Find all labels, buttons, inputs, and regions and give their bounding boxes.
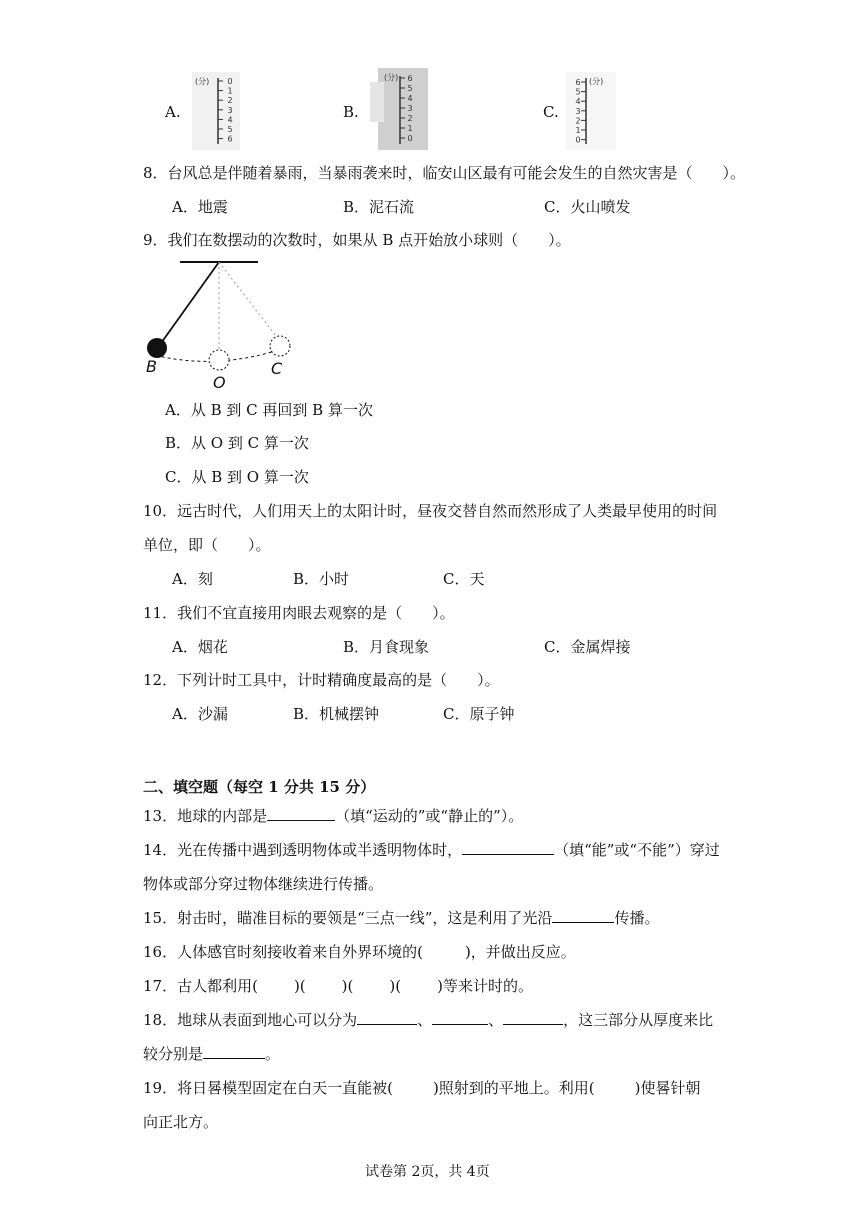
q15-line [143, 908, 659, 928]
q18-blank-3[interactable] [503, 1010, 563, 1025]
pendulum-diagram [140, 254, 300, 394]
q15-text-b: 传播。 [614, 909, 660, 927]
ruler-tick-label: 0 [575, 135, 581, 145]
q17-text-b: )等来计时的。 [437, 977, 533, 995]
pendulum-string [159, 262, 219, 346]
q19-line1 [143, 1078, 701, 1098]
q9-option-c: C．从 B 到 O 算一次 [165, 468, 309, 486]
ruler-tick-label: 1 [575, 126, 581, 135]
ruler-tick-label: 6 [575, 78, 581, 87]
ruler-tick-label: 2 [227, 96, 233, 106]
ruler-tick-label: 3 [227, 105, 233, 115]
ruler-tick-label: 5 [227, 125, 233, 134]
ruler-tick-label: 3 [407, 104, 413, 113]
q12-stem: 12．下列计时工具中，计时精确度最高的是（ ）。 [143, 671, 500, 689]
ruler-tick-label: 6 [227, 134, 233, 144]
q10-line2: 单位，即（ ）。 [143, 536, 271, 554]
q11-stem: 11．我们不宜直接用肉眼去观察的是（ ）。 [143, 604, 455, 622]
ruler-tick-label: 3 [575, 106, 581, 116]
q13-line [143, 806, 523, 826]
q18-blank-2[interactable] [432, 1010, 488, 1025]
q18-text-c: 较分别是 [143, 1045, 204, 1063]
q9-option-a: A．从 B 到 C 再回到 B 算一次 [165, 401, 373, 419]
q9-option-b: B．从 O 到 C 算一次 [165, 434, 309, 452]
q13-text-a: 13．地球的内部是 [143, 807, 268, 825]
q7-ruler-c [566, 72, 616, 150]
q12-option-a: A．沙漏 [172, 705, 228, 723]
q18-blank-4[interactable] [203, 1044, 265, 1059]
q11-option-b: B．月食现象 [343, 638, 430, 656]
ball-position-o [209, 350, 229, 370]
pendulum-string-c [219, 262, 279, 340]
q13-text-b: （填“运动的”或“静止的”）。 [335, 807, 524, 825]
q13-blank[interactable] [267, 806, 335, 821]
q18-text-d: 。 [265, 1045, 281, 1063]
q14-text-a: 14．光在传播中遇到透明物体或半透明物体时， [143, 841, 463, 859]
q10-option-a: A．刻 [172, 570, 213, 588]
q7-option-b-letter: B. [343, 103, 359, 121]
ruler-tick-label: 1 [227, 86, 233, 96]
q8-option-c: C．火山喷发 [544, 198, 631, 216]
q7-b-unit: (分) [384, 73, 399, 82]
q16-text-b: )，并做出反应。 [464, 943, 576, 961]
ruler-tick-label: 4 [227, 115, 233, 125]
q19-text-b: )照射到的平地上。利用( [432, 1079, 595, 1097]
ruler-tick-label: 6 [407, 74, 413, 83]
q11-option-c: C．金属焊接 [544, 638, 631, 656]
q7-ruler-a [192, 72, 240, 150]
q10-line1: 10．远古时代，人们用天上的太阳计时，昼夜交替自然而然形成了人类最早使用的时间 [143, 502, 718, 520]
q7-option-a-letter: A. [165, 103, 181, 121]
label-o: O [213, 373, 226, 392]
q15-blank[interactable] [552, 908, 614, 923]
q12-option-b: B．机械摆钟 [293, 705, 380, 723]
q18-sep-1: 、 [417, 1011, 433, 1029]
q18-line1 [143, 1010, 713, 1030]
q8-option-b: B．泥石流 [343, 198, 415, 216]
q8-stem: 8．台风总是伴随着暴雨，当暴雨袭来时，临安山区最有可能会发生的自然灾害是（ ）。 [143, 164, 746, 182]
ball-position-c [270, 336, 290, 356]
ruler-tick-label: 0 [227, 77, 233, 86]
q18-text-b: ，这三部分从厚度来比 [563, 1011, 714, 1029]
q14-line2: 物体或部分穿过物体继续进行传播。 [143, 875, 384, 893]
q9-stem: 9．我们在数摆动的次数时，如果从 B 点开始放小球则（ ）。 [143, 231, 571, 249]
q10-option-b: B．小时 [293, 570, 350, 588]
q19-text-c: )使晷针朝 [634, 1079, 701, 1097]
q14-line1 [143, 840, 720, 860]
q17-text-a: 17．古人都利用( [143, 977, 258, 995]
ruler-tick-label: 5 [575, 87, 581, 97]
q7-option-c-letter: C. [543, 103, 559, 121]
q12-option-c: C．原子钟 [443, 705, 515, 723]
page-footer: 试卷第 2页，共 4页 [365, 1164, 490, 1180]
q8-option-a: A．地震 [172, 198, 228, 216]
label-c: C [271, 359, 283, 378]
q7-a-unit: (分) [195, 77, 210, 86]
q7-c-unit: (分) [589, 77, 604, 86]
ruler-tick-label: 5 [407, 84, 413, 93]
q19-line2: 向正北方。 [143, 1113, 219, 1131]
ruler-tick-label: 4 [575, 97, 581, 107]
q16-text-a: 16．人体感官时刻接收着来自外界环境的( [143, 943, 423, 961]
label-b: B [146, 357, 157, 376]
q18-text-a: 18．地球从表面到地心可以分为 [143, 1011, 358, 1029]
q17-paren-1: )( [293, 977, 306, 995]
q14-blank[interactable] [462, 840, 554, 855]
q18-line2 [143, 1044, 280, 1064]
q11-option-a: A．烟花 [172, 638, 228, 656]
section-title: 二、填空题（每空 1 分共 15 分） [143, 778, 376, 796]
ruler-tick-label: 0 [407, 134, 413, 143]
q17-paren-2: )( [341, 977, 354, 995]
q19-text-a: 19．将日晷模型固定在白天一直能被( [143, 1079, 393, 1097]
q17-line [143, 976, 533, 996]
ruler-tick-label: 2 [407, 114, 413, 123]
q16-line [143, 942, 576, 962]
q18-sep-2: 、 [488, 1011, 504, 1029]
q15-text-a: 15．射击时，瞄准目标的要领是“三点一线”，这是利用了光沿 [143, 909, 553, 927]
ruler-tick-label: 1 [407, 124, 413, 133]
q7-ruler-b [370, 68, 428, 150]
q10-option-c: C．天 [443, 570, 485, 588]
q14-text-b: （填“能”或“不能”）穿过 [554, 841, 720, 859]
pendulum-ball [147, 338, 167, 358]
q17-paren-3: )( [389, 977, 402, 995]
ruler-tick-label: 4 [407, 94, 413, 103]
ruler-tick-label: 2 [575, 116, 581, 126]
q18-blank-1[interactable] [357, 1010, 417, 1025]
